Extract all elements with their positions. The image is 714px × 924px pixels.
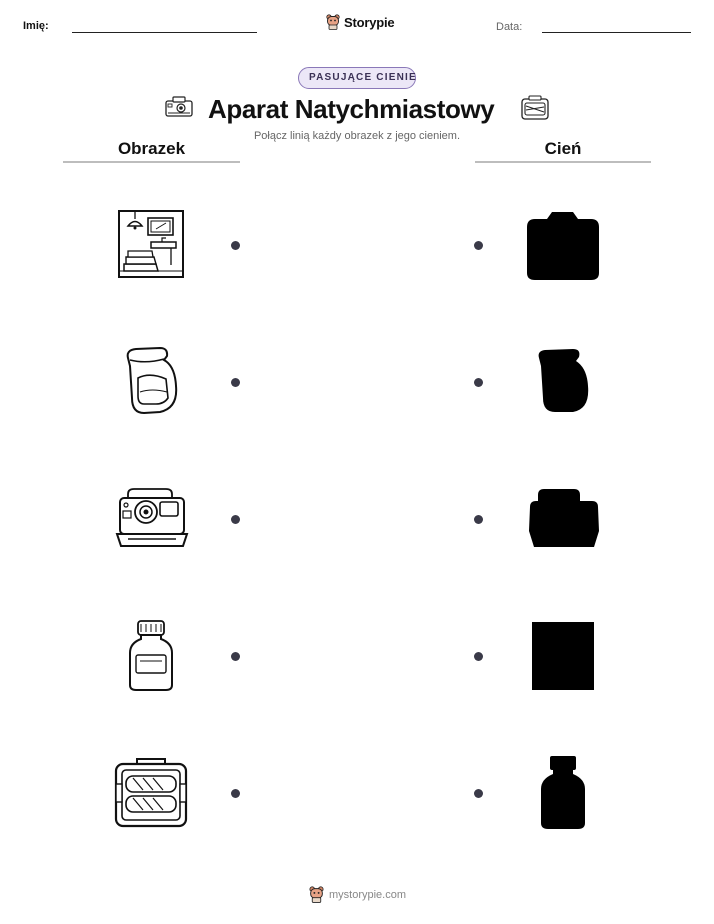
square-shadow — [531, 621, 595, 691]
bottle-shadow — [538, 755, 588, 831]
instant-camera-shadow — [526, 487, 602, 551]
shadow-dot-3[interactable] — [474, 515, 483, 524]
shadow-dot-5[interactable] — [474, 789, 483, 798]
brand-logo — [326, 14, 394, 30]
name-label: Imię: — [23, 20, 49, 32]
instant-camera-small-icon — [164, 94, 194, 120]
bear-icon — [326, 14, 340, 30]
picture-dot-2[interactable] — [231, 378, 240, 387]
left-heading-rule — [63, 161, 240, 163]
pouch-shadow — [535, 348, 591, 414]
footer-site-link[interactable]: mystorypie.com — [329, 888, 407, 901]
picture-dot-5[interactable] — [231, 789, 240, 798]
right-heading-rule — [475, 161, 651, 163]
right-column-heading: Cień — [544, 139, 582, 158]
page-title: Aparat Natychmiastowy — [208, 94, 495, 124]
film-cartridge-icon — [113, 756, 189, 830]
shadow-dot-4[interactable] — [474, 652, 483, 661]
camera-shadow — [525, 210, 601, 282]
left-column-heading: Obrazek — [117, 139, 186, 158]
picture-dot-1[interactable] — [231, 241, 240, 250]
date-label: Data: — [496, 21, 523, 33]
instant-camera-icon — [114, 486, 190, 550]
film-cartridge-small-icon — [520, 94, 550, 122]
worksheet-type-badge: PASUJĄCE CIENIE — [298, 67, 416, 89]
date-field[interactable] — [542, 32, 691, 33]
shadow-dot-2[interactable] — [474, 378, 483, 387]
brand-name: Storypie — [344, 14, 395, 30]
instruction-text: Połącz linią każdy obrazek z jego cieniem. — [253, 130, 461, 142]
picture-dot-3[interactable] — [231, 515, 240, 524]
shadow-dot-1[interactable] — [474, 241, 483, 250]
name-field[interactable] — [72, 32, 257, 33]
footer — [309, 886, 406, 903]
film-pouch-icon — [120, 346, 182, 416]
chemical-bottle-icon — [124, 619, 178, 693]
picture-dot-4[interactable] — [231, 652, 240, 661]
room-with-photos-icon — [116, 209, 186, 281]
bear-icon — [309, 886, 324, 903]
